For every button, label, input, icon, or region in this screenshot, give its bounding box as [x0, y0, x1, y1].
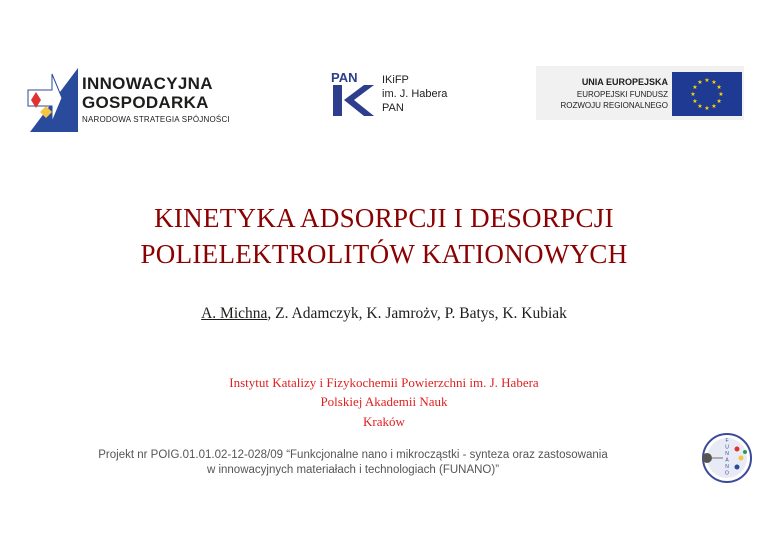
eu-star-icon: ★	[711, 79, 717, 86]
eu-fund-logo	[536, 66, 744, 120]
funano-letter: A	[725, 457, 729, 464]
co-authors: , Z. Adamczyk, K. Jamrożv, P. Batys, K. Kubiak	[267, 305, 567, 322]
funano-letter: N	[725, 451, 729, 457]
pan-mark-text: PAN	[331, 70, 358, 85]
eu-star-icon: ★	[711, 104, 717, 111]
funano-logo-icon	[693, 433, 757, 483]
innowacyjna-gospodarka-emblem-icon	[22, 62, 78, 132]
eu-line-3: ROZWOJU REGIONALNEGO	[560, 101, 668, 110]
eu-line-2: EUROPEJSKI FUNDUSZ	[576, 90, 668, 99]
authors	[0, 305, 768, 323]
funano-letter: U	[725, 444, 729, 451]
institution-line-1: Instytut Katalizy i Fizykochemii Powierzchni im. J. Habera	[229, 375, 539, 390]
eu-line-1: UNIA EUROPEJSKA	[581, 77, 668, 87]
presenting-author: A. Michna	[201, 305, 268, 322]
project-line-1: Projekt nr POIG.01.01.02-12-028/09 “Funkcjonalne nano i mikrocząstki - synteza oraz zastosowania	[98, 449, 608, 461]
eu-flag-icon	[672, 72, 742, 116]
logo-title-line-1: INNOWACYJNA	[82, 74, 213, 93]
eu-star-icon: ★	[692, 99, 698, 105]
eu-star-icon: ★	[697, 104, 703, 111]
eu-star-icon: ★	[704, 78, 710, 84]
logo-title-line-2: GOSPODARKA	[82, 93, 209, 112]
institution-line-2: Polskiej Akademii Nauk	[320, 394, 448, 409]
eu-star-icon: ★	[692, 85, 698, 91]
eu-star-icon: ★	[718, 92, 724, 98]
eu-star-icon: ★	[716, 85, 722, 91]
ikifp-pan-logo	[330, 70, 470, 120]
pan-line-1: IKiFP	[382, 74, 409, 86]
innowacyjna-gospodarka-logo	[22, 62, 262, 132]
project-line-2: w innowacyjnych materiałach i technologiach (FUNANO)”	[206, 464, 500, 476]
title-line-1: KINETYKA ADSORPCJI I DESORPCJI	[154, 203, 614, 233]
funano-letter: F	[725, 438, 729, 444]
eu-star-icon: ★	[697, 79, 703, 86]
pan-line-2: im. J. Habera	[382, 88, 448, 100]
pan-line-3: PAN	[382, 102, 404, 114]
eu-star-icon: ★	[716, 99, 722, 105]
eu-star-icon: ★	[690, 92, 696, 98]
institution-line-3: Kraków	[363, 414, 405, 429]
pan-emblem-icon	[330, 70, 376, 118]
funano-letter: N	[725, 464, 729, 470]
logo-subtitle: NARODOWA STRATEGIA SPÓJNOŚCI	[82, 115, 230, 124]
title-line-2: POLIELEKTROLITÓW KATIONOWYCH	[140, 239, 628, 269]
eu-star-icon: ★	[704, 106, 710, 112]
funano-letter: O	[725, 470, 729, 477]
